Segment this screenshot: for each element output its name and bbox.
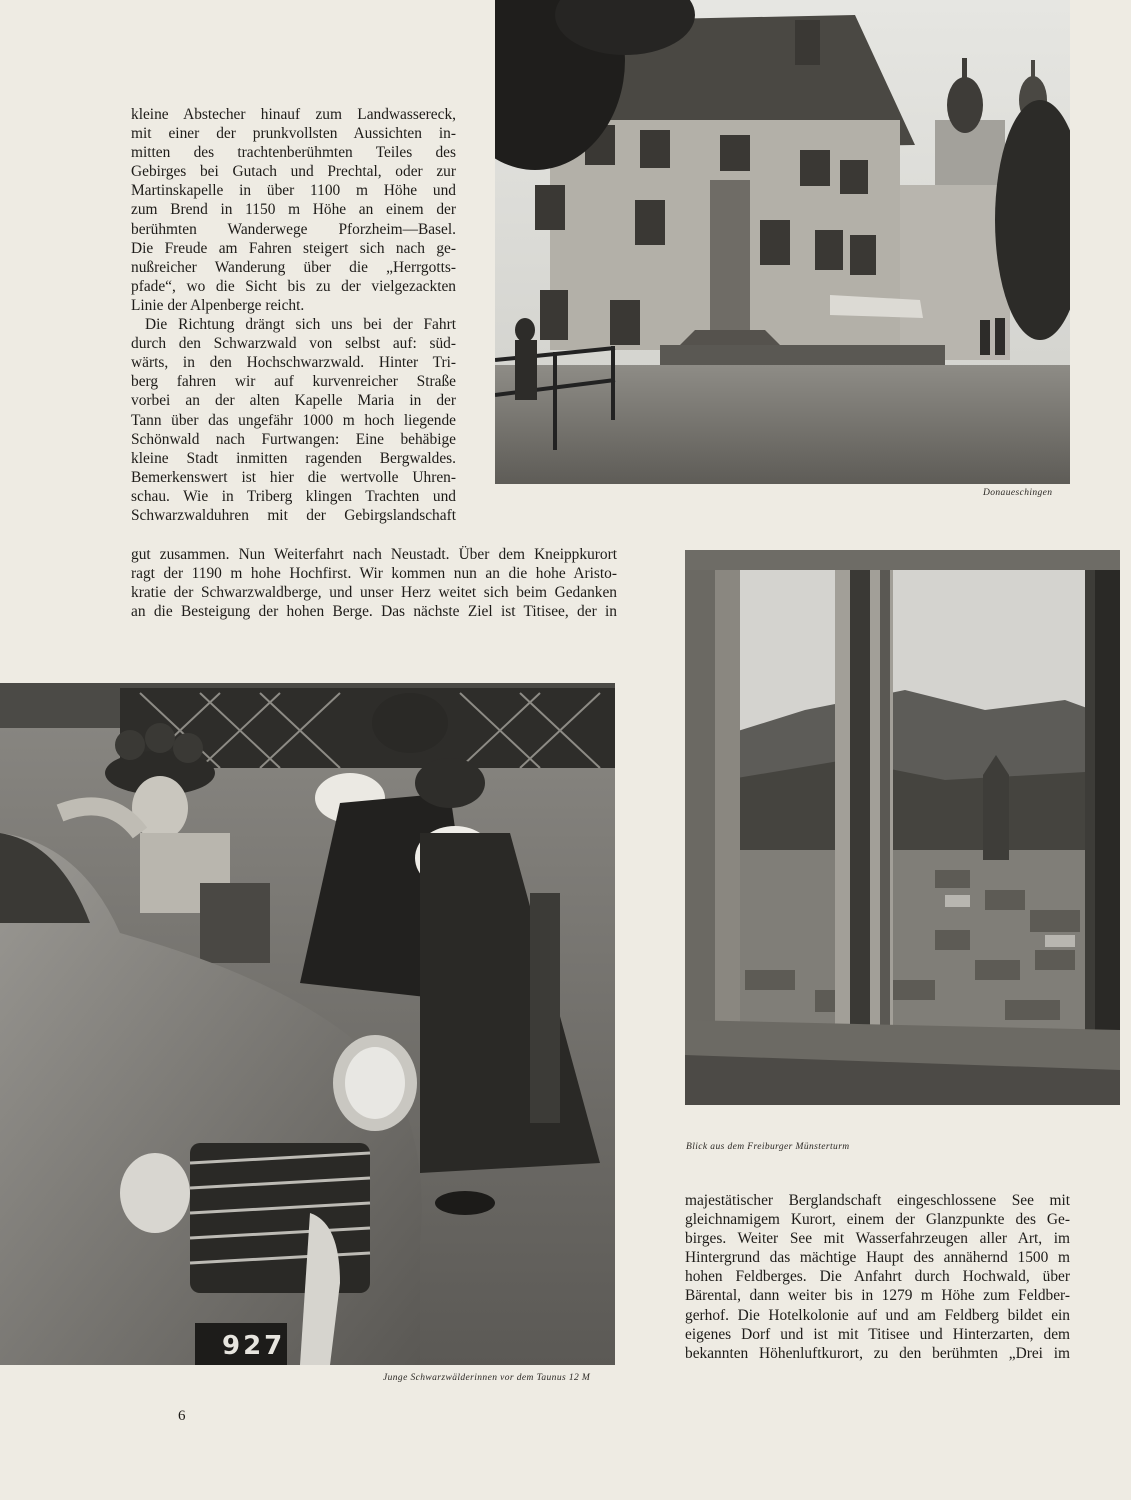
text-line: kratie der Schwarzwaldberge, und unser Herz weitet sich beim Gedanken: [131, 584, 617, 602]
caption-donaueschingen: Donaueschingen: [983, 488, 1053, 498]
text-line: an die Besteigung der hohen Berge. Das nächste Ziel ist Titisee, der in: [131, 603, 617, 621]
text-line: berühmten Wanderwege Pforzheim—Basel.: [131, 220, 456, 238]
text-line: gerhof. Die Hotelkolonie auf und am Feldberg bildet ein: [685, 1306, 1070, 1324]
article-paragraph-1: [131, 105, 456, 315]
article-paragraph-2: [131, 315, 456, 525]
text-line: vorbei an der alten Kapelle Maria in der: [131, 392, 456, 410]
text-line: Hintergrund das mächtige Haupt des annähernd 1500 m: [685, 1249, 1070, 1267]
text-line: kleine Stadt inmitten ragenden Bergwaldes.: [131, 449, 456, 467]
text-line: Tann über das ungefähr 1000 m hoch liegende: [131, 411, 456, 429]
taunus-image: [0, 683, 615, 1365]
text-line: wärts, in den Hochschwarzwald. Hinter Tri-: [131, 354, 456, 372]
article-column-left: [131, 105, 456, 525]
donaueschingen-image: [495, 0, 1070, 484]
text-line: bekannten Höhenluftkurort, zu den berühmten „Drei im: [685, 1344, 1070, 1362]
text-line: Gebirges bei Gutach und Prechtal, oder zur: [131, 163, 456, 181]
text-line: Schönwald nach Furtwangen: Eine behäbige: [131, 430, 456, 448]
text-line: schau. Wie in Triberg klingen Trachten und: [131, 487, 456, 505]
photo-donaueschingen: [495, 0, 1070, 484]
text-line: birges. Weiter See mit Wasserfahrzeugen aller Art, im: [685, 1230, 1070, 1248]
text-line: kleine Abstecher hinauf zum Landwassereck,: [131, 106, 456, 123]
text-line: mit einer der prunkvollsten Aussichten in-: [131, 125, 456, 143]
text-line: gut zusammen. Nun Weiterfahrt nach Neustadt. Über dem Kneippkurort: [131, 546, 617, 563]
page-number: 6: [178, 1408, 186, 1424]
article-column-wide: [131, 545, 617, 621]
text-line: berg fahren wir auf kurvenreicher Straße: [131, 373, 456, 391]
text-line: hohen Feldberges. Die Anfahrt durch Hochwald, über: [685, 1268, 1070, 1286]
text-line: Linie der Alpenberge reicht.: [131, 296, 305, 314]
text-line: eigenes Dorf und ist mit Titisee und Hinterzarten, dem: [685, 1325, 1070, 1343]
text-line: Schwarzwalduhren mit der Gebirgslandschaft: [131, 506, 456, 524]
text-line: pfade“, wo die Sicht bis zu der vielgezackten: [131, 277, 456, 295]
text-line: Die Freude am Fahren steigert sich nach ge-: [131, 239, 456, 257]
freiburg-image: [685, 550, 1120, 1105]
caption-freiburg: Blick aus dem Freiburger Münsterturm: [686, 1142, 850, 1152]
text-line: majestätischer Berglandschaft eingeschlossene See mit: [685, 1192, 1070, 1209]
text-line: Bemerkenswert ist hier die wertvolle Uhren-: [131, 468, 456, 486]
text-line: nußreicher Wanderung über die „Herrgotts-: [131, 258, 456, 276]
text-line: ragt der 1190 m hohe Hochfirst. Wir kommen nun an die hohe Aristo-: [131, 565, 617, 583]
text-line: Martinskapelle in über 1100 m Höhe und: [131, 182, 456, 200]
text-line: zum Brend in 1150 m Höhe an einem der: [131, 201, 456, 219]
article-column-right: [685, 1191, 1070, 1363]
text-line: gleichnamigem Kurort, einem der Glanzpunkte des Ge-: [685, 1211, 1070, 1229]
photo-taunus-girls: [0, 683, 615, 1365]
photo-freiburg-minster-view: [685, 550, 1120, 1105]
text-line: Die Richtung drängt sich uns bei der Fahrt: [145, 316, 456, 334]
text-line: durch den Schwarzwald von selbst auf: süd-: [131, 335, 456, 353]
license-plate-text: 927: [222, 1331, 286, 1361]
text-line: Bärental, dann weiter bis in 1279 m Höhe zum Feldber-: [685, 1287, 1070, 1305]
text-line: mitten des trachtenberühmten Teiles des: [131, 144, 456, 162]
caption-taunus: Junge Schwarzwälderinnen vor dem Taunus 12 M: [383, 1373, 591, 1383]
